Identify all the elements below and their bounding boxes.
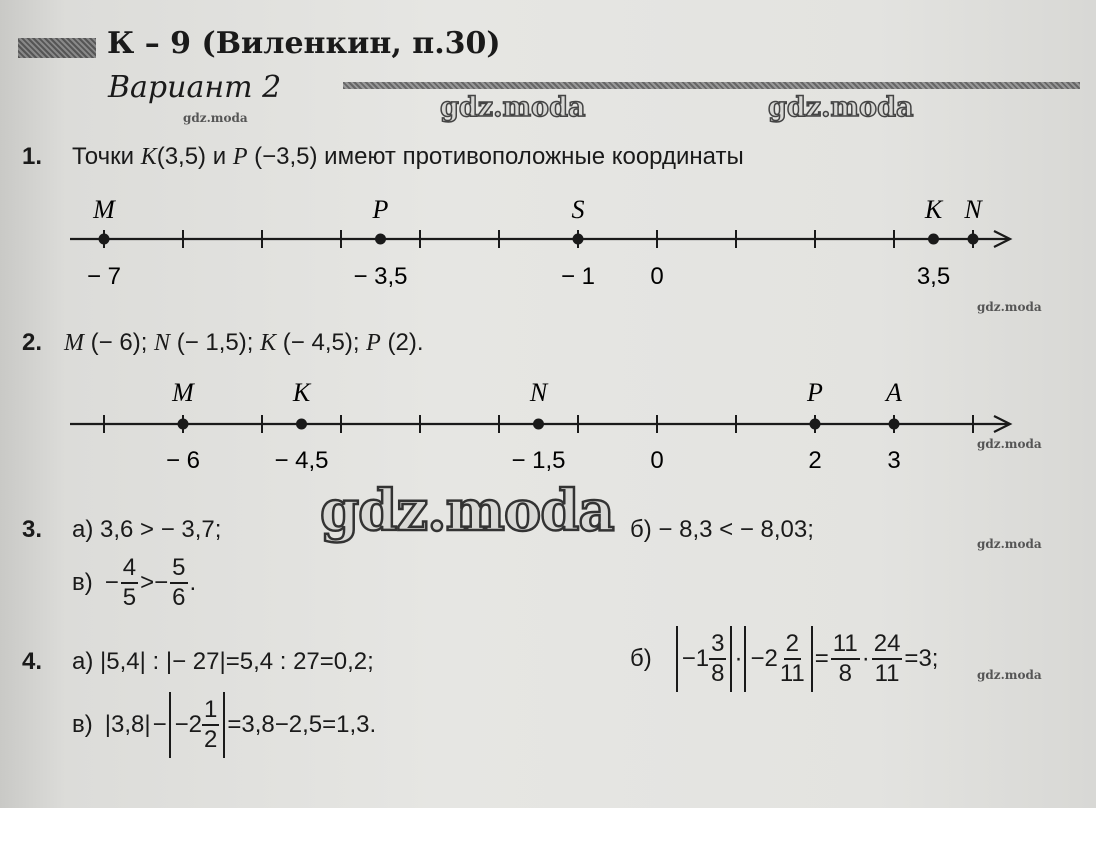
fraction: $\frac{2}{11}$: [779, 630, 805, 687]
point-m: [99, 234, 110, 245]
tick-label: − 4,5: [274, 447, 329, 474]
task-4a: а) |5,4| : |− 27|=5,4 : 27=0,2;: [72, 648, 374, 675]
absolute-value: −2 $\frac{1}{2}$: [169, 692, 226, 758]
point-label: K: [924, 195, 943, 224]
tick-label: − 1: [560, 263, 596, 290]
point-p: [810, 419, 821, 430]
watermark-mid-1: gdz.moda: [440, 92, 586, 123]
point-k: [928, 234, 939, 245]
title-marker: [18, 38, 96, 58]
task-3v: в) − $\frac{4}{5}$ >− $\frac{5}{6}$ .: [72, 554, 197, 611]
point-label: M: [172, 378, 194, 407]
point-label: N: [529, 378, 548, 407]
task-4-number: 4.: [22, 648, 43, 675]
task-4b: б) −1 $\frac{3}{8}$ · −2 $\frac{2}{11}$ = $\frac{11}{8}$ · $\frac{24}{11}$ =3;: [630, 626, 938, 692]
watermark-small: gdz.moda: [977, 437, 1042, 451]
point-label: P: [372, 195, 389, 224]
task-1-text: Точки K(3,5) и P (−3,5) имеют противоположные координаты: [72, 143, 744, 170]
watermark-small: gdz.moda: [977, 300, 1042, 314]
task-4v: в) |3,8| − −2 $\frac{1}{2}$ =3,8−2,5=1,3.: [72, 692, 376, 758]
task-1-number: 1.: [22, 143, 43, 170]
tick-label: − 1,5: [511, 447, 566, 474]
point-label: P: [807, 378, 823, 407]
variant-divider: [343, 82, 1080, 89]
tick-label: − 3,5: [353, 263, 408, 290]
point-s: [573, 234, 584, 245]
point-label: K: [292, 378, 311, 407]
point-n: [533, 419, 544, 430]
tick-label: 3,5: [916, 263, 951, 290]
watermark-small: gdz.moda: [977, 537, 1042, 551]
point-a: [889, 419, 900, 430]
tick-label: 2: [808, 447, 822, 474]
absolute-value: −2 $\frac{2}{11}$: [744, 626, 812, 692]
task-3a: а) 3,6 > − 3,7;: [72, 516, 222, 543]
variant-title: Вариант 2: [108, 70, 282, 105]
task-2-line: 2. M (− 6); N (− 1,5); K (− 4,5); P (2).: [22, 329, 424, 356]
tick-label: 0: [650, 263, 664, 290]
number-line-2: [0, 370, 1096, 480]
point-n: [968, 234, 979, 245]
watermark-mid-2: gdz.moda: [768, 92, 914, 123]
watermark-small: gdz.moda: [977, 668, 1042, 682]
watermark-big: gdz.moda: [320, 478, 614, 544]
point-label: M: [93, 195, 115, 224]
number-line-1: [0, 180, 1096, 290]
fraction: $\frac{1}{2}$: [203, 696, 218, 753]
point-m: [178, 419, 189, 430]
tick-label: − 7: [86, 263, 122, 290]
watermark-small: gdz.moda: [183, 111, 248, 125]
fraction: $\frac{11}{8}$: [832, 630, 858, 687]
point-k: [296, 419, 307, 430]
fraction: $\frac{3}{8}$: [711, 630, 725, 687]
point-label: S: [571, 195, 585, 224]
task-3-number: 3.: [22, 516, 43, 543]
fraction: $\frac{5}{6}$: [172, 554, 186, 611]
page-title: К – 9 (Виленкин, п.30): [107, 26, 501, 61]
fraction: $\frac{24}{11}$: [873, 630, 901, 687]
tick-label: 0: [650, 447, 664, 474]
task-3b: б) − 8,3 < − 8,03;: [630, 516, 814, 543]
point-p: [375, 234, 386, 245]
point-label: N: [964, 195, 982, 224]
fraction: $\frac{4}{5}$: [122, 554, 137, 611]
tick-label: 3: [887, 447, 901, 474]
absolute-value: −1 $\frac{3}{8}$: [676, 626, 733, 692]
tick-label: − 6: [165, 447, 201, 474]
point-label: A: [886, 378, 902, 407]
